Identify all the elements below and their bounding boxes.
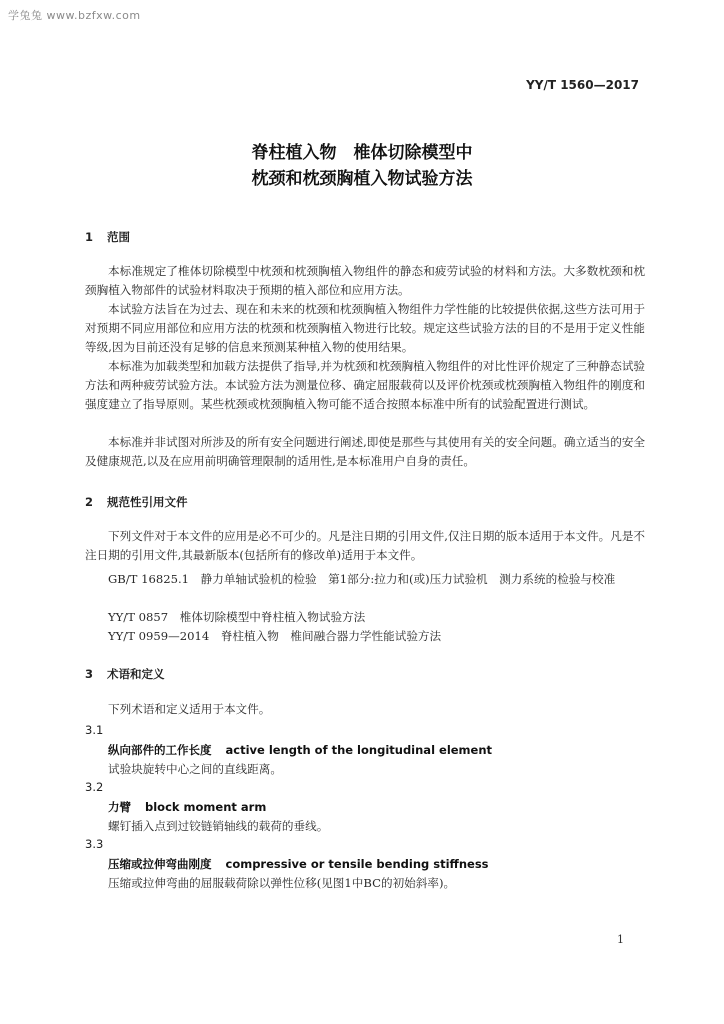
term-number: 3.2 (85, 780, 104, 794)
section-number: 2 (85, 495, 94, 509)
term-name-en: compressive or tensile bending stiffness (225, 857, 489, 871)
term-name (108, 742, 492, 758)
term-name-en: active length of the longitudinal element (225, 743, 493, 757)
term-definition: 压缩或拉伸弯曲的屈服载荷除以弹性位移(见图1中BC的初始斜率)。 (108, 876, 456, 890)
document-title (0, 140, 724, 192)
term-name (108, 856, 489, 872)
section-1-paragraph-2: 本试验方法旨在为过去、现在和未来的枕颈和枕颈胸植入物组件力学性能的比较提供依据,这些方法可用于对预期不同应用部位和应用方法的枕颈和枕颈胸植入物进行比较。规定这些试验方法的目的不是用于定义性能等级,因为目前还没有足够的信息来预测某种植入物的使用结果。 (85, 302, 646, 354)
term-name-zh: 力臂 (108, 800, 131, 814)
term-number: 3.1 (85, 723, 104, 737)
section-number: 1 (85, 230, 94, 244)
term-name (108, 799, 266, 815)
term-name-en: block moment arm (145, 800, 267, 814)
section-1-paragraph-3: 本标准为加载类型和加载方法提供了指导,并为枕颈和枕颈胸植入物组件的对比性评价规定了三种静态试验方法和两种疲劳试验方法。本试验方法为测量位移、确定屈服载荷以及评价枕颈或枕颈胸植入物组件的刚度和强度建立了指导原则。某些枕颈或枕颈胸植入物可能不适合按照本标准中所有的试验配置进行测试。 (85, 359, 646, 411)
watermark: 学兔兔 www.bzfxw.com (8, 9, 141, 22)
term-name-zh: 压缩或拉伸弯曲刚度 (108, 857, 212, 871)
term-definition: 螺钉插入点到过铰链销轴线的载荷的垂线。 (108, 819, 329, 833)
document-code: YY/T 1560—2017 (526, 78, 639, 92)
section-3-intro: 下列术语和定义适用于本文件。 (108, 702, 271, 716)
section-number: 3 (85, 667, 94, 681)
section-title: 规范性引用文件 (107, 495, 188, 509)
term-definition: 试验块旋转中心之间的直线距离。 (108, 762, 282, 776)
normative-reference: GB/T 16825.1 静力单轴试验机的检验 第1部分:拉力和(或)压力试验机 测力系统的检验与校准 (108, 572, 616, 586)
page-number: 1 (617, 933, 624, 946)
normative-reference: YY/T 0959—2014 脊柱植入物 椎间融合器力学性能试验方法 (108, 629, 442, 643)
section-title: 范围 (107, 230, 130, 244)
section-title: 术语和定义 (107, 667, 165, 681)
title-line-2: 枕颈和枕颈胸植入物试验方法 (251, 169, 473, 189)
section-1-paragraph-4: 本标准并非试图对所涉及的所有安全问题进行阐述,即使是那些与其使用有关的安全问题。确立适当的安全及健康规范,以及在应用前明确管理限制的适用性,是本标准用户自身的责任。 (85, 435, 646, 468)
section-1-heading (85, 229, 130, 245)
section-1-paragraph-1: 本标准规定了椎体切除模型中枕颈和枕颈胸植入物组件的静态和疲劳试验的材料和方法。大多数枕颈和枕颈胸植入物部件的试验材料取决于预期的植入部位和应用方法。 (85, 264, 645, 297)
term-number: 3.3 (85, 837, 104, 851)
section-2-heading (85, 494, 188, 510)
section-3-heading (85, 666, 165, 682)
title-line-1: 脊柱植入物 椎体切除模型中 (251, 143, 473, 163)
term-name-zh: 纵向部件的工作长度 (108, 743, 212, 757)
normative-reference: YY/T 0857 椎体切除模型中脊柱植入物试验方法 (108, 610, 366, 624)
section-2-intro: 下列文件对于本文件的应用是必不可少的。凡是注日期的引用文件,仅注日期的版本适用于本文件。凡是不注日期的引用文件,其最新版本(包括所有的修改单)适用于本文件。 (85, 529, 646, 562)
